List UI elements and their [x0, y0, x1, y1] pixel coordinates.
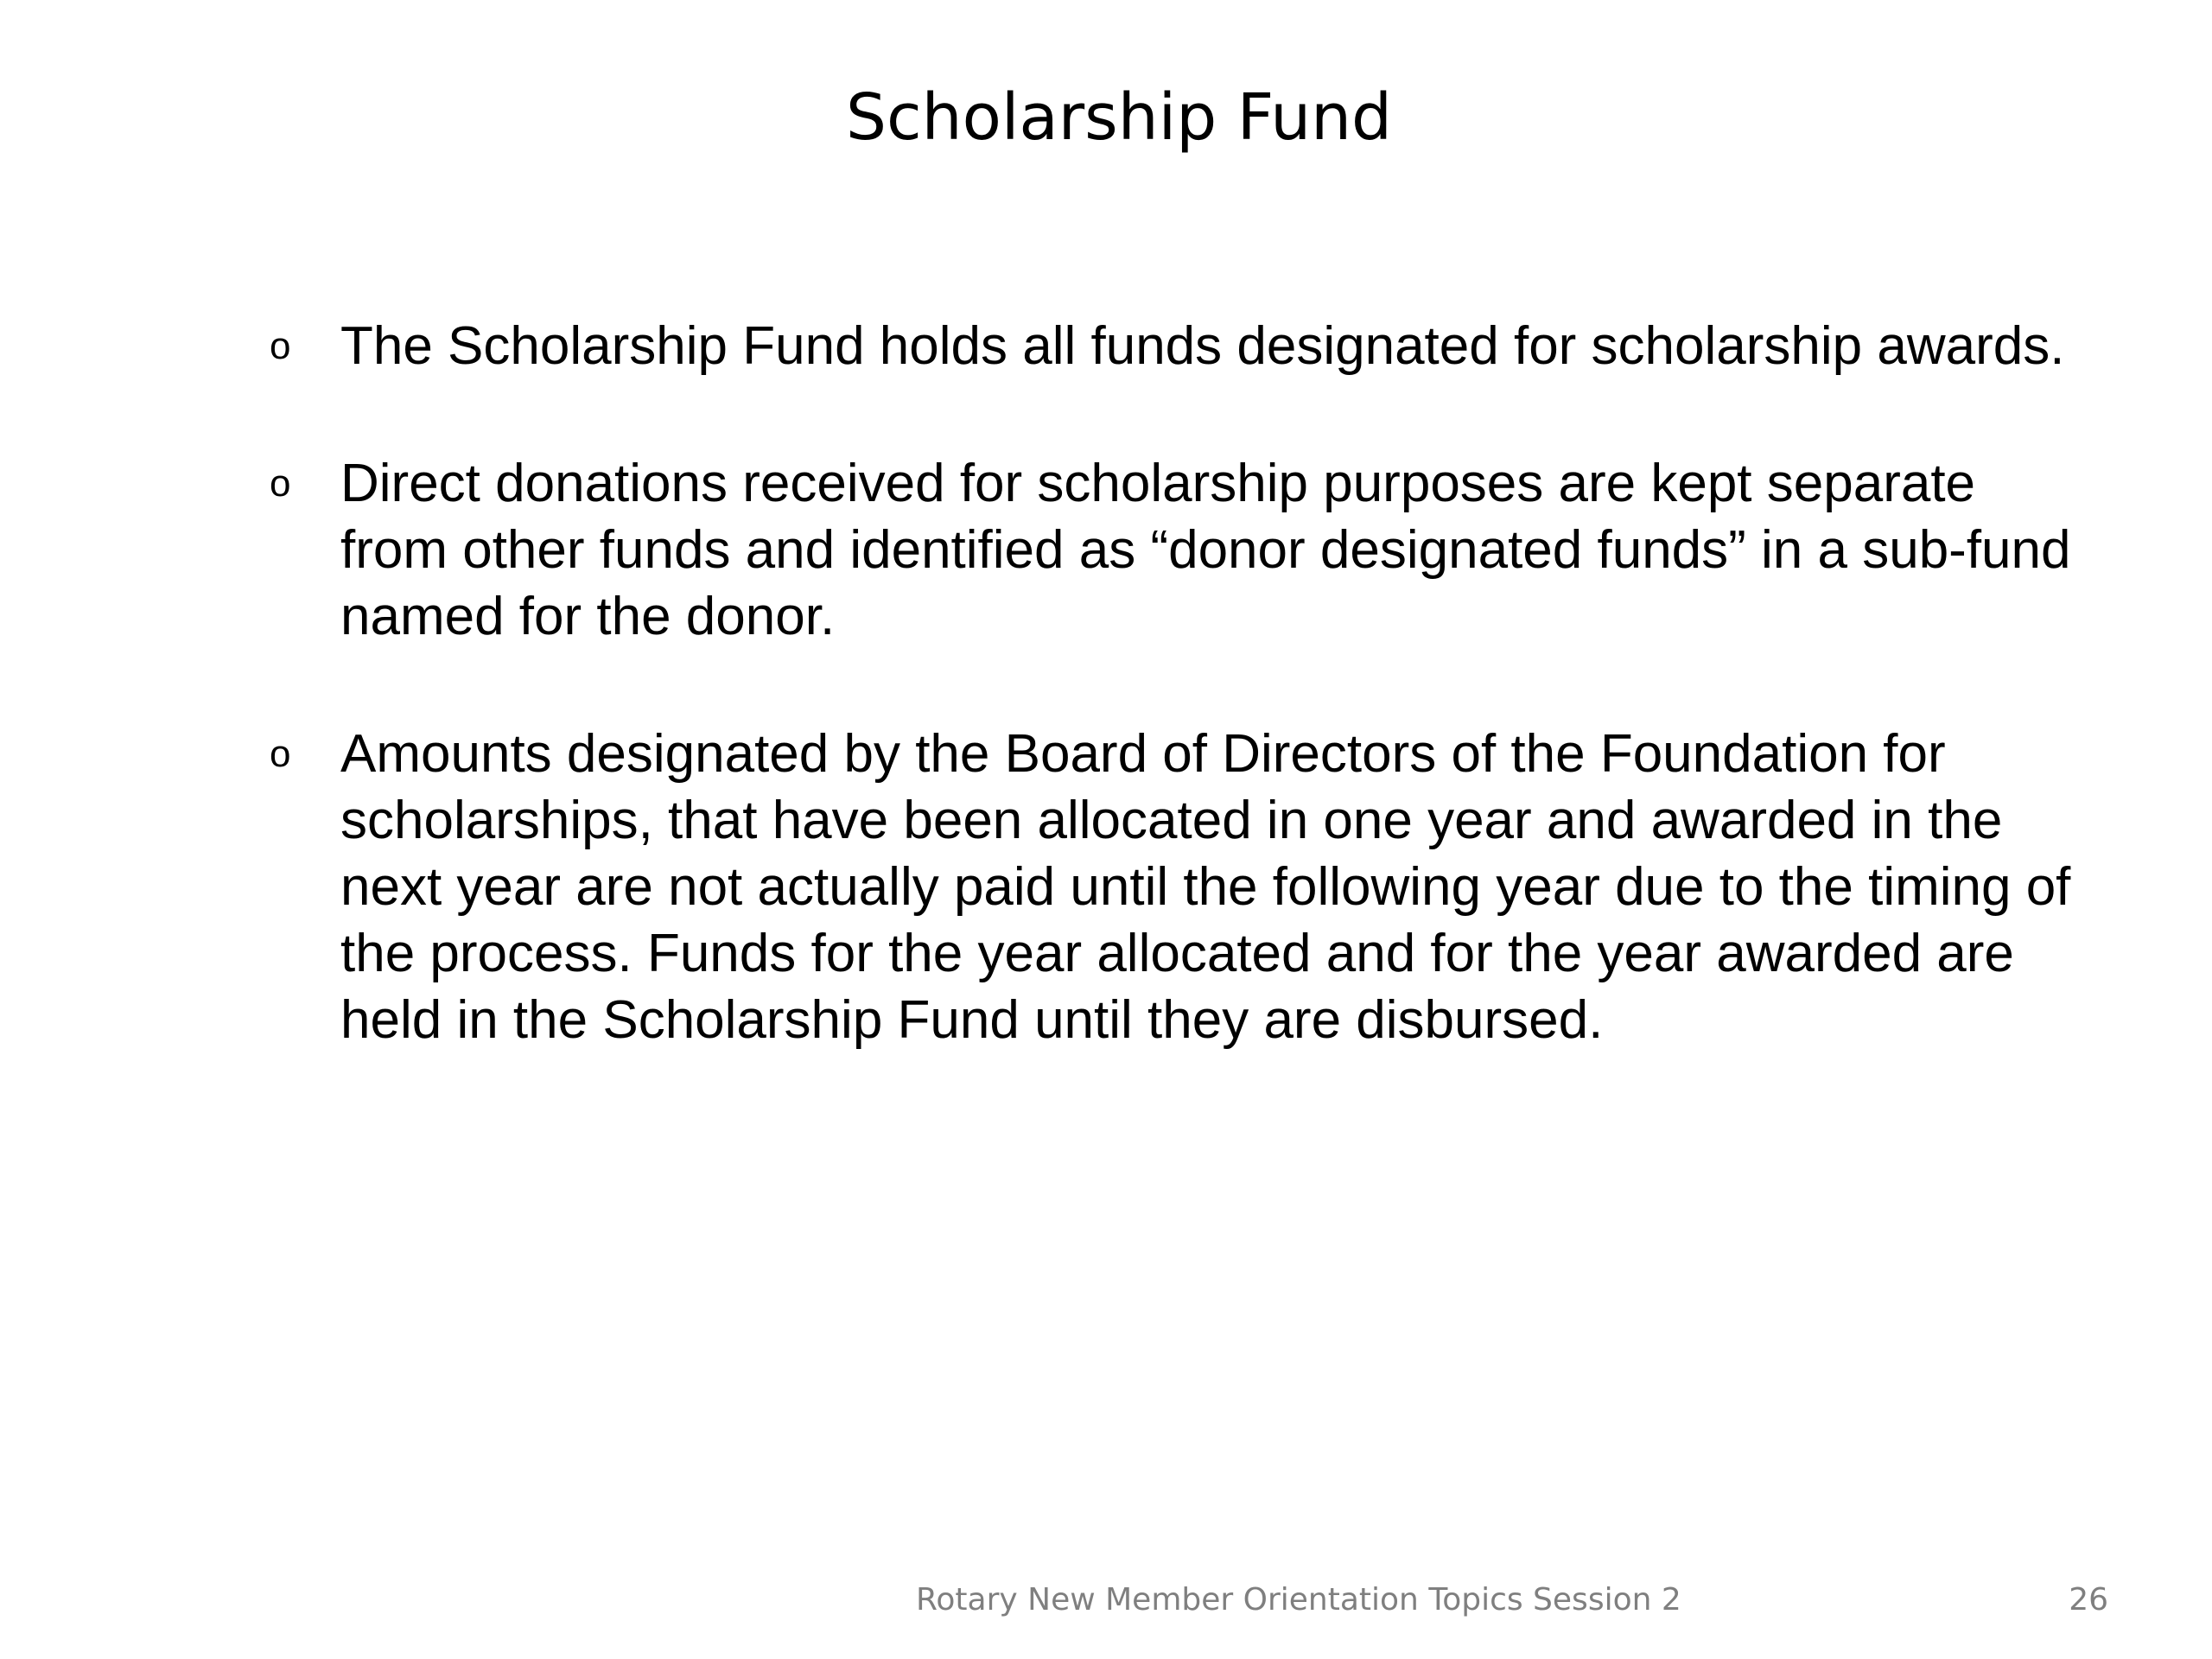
bullet-circle-icon: o: [270, 325, 291, 367]
bullet-list: [268, 313, 2082, 1124]
slide-footer: Rotary New Member Orientation Topics Session 2: [916, 1582, 1681, 1618]
bullet-item: [268, 721, 2082, 1053]
bullet-circle-icon: o: [270, 733, 291, 775]
bullet-circle-icon: o: [270, 462, 291, 505]
bullet-text: The Scholarship Fund holds all funds designated for scholarship awards.: [340, 316, 2065, 376]
page-number: 26: [2069, 1582, 2108, 1618]
bullet-text: Amounts designated by the Board of Directors of the Foundation for scholarships, that have been allocated in one year and awarded in the next year are not actually paid until the following year due to the timing of the process. Funds for the year allocated and for the year awarded are held in the Scholarship Fund until they are disbursed.: [340, 724, 2071, 1050]
bullet-item: [268, 450, 2082, 650]
bullet-item: [268, 313, 2082, 379]
slide-title: Scholarship Fund: [846, 80, 1392, 155]
bullet-text: Direct donations received for scholarship purposes are kept separate from other funds and identified as “donor designated funds” in a sub-fund named for the donor.: [340, 454, 2071, 646]
